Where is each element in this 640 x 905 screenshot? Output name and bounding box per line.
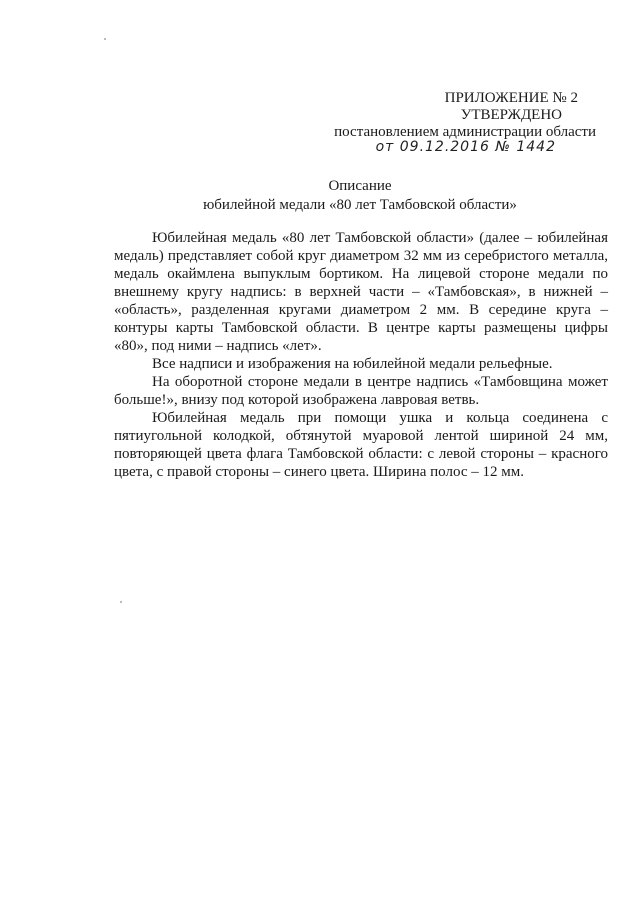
handwritten-date-number: от 09.12.2016 № 1442 [375,139,556,155]
paragraph: Юбилейная медаль «80 лет Тамбовской области» (далее – юбилейная медаль) представляет собой круг диаметром 32 мм из серебристого металла, медаль окаймлена выпуклым бортиком. На лицевой стороне медали по внешнему кругу надпись: в верхней части – «Тамбовская», в нижней – «область», разделенная кругами диаметром 2 мм. В середине круга – контуры карты Тамбовской области. В центре карты размещены цифры «80», под ними – надпись «лет». [114,230,608,354]
scan-speck [120,601,122,603]
appendix-label: ПРИЛОЖЕНИЕ № 2 [444,90,578,106]
approval-block [316,90,596,154]
paragraph: Юбилейная медаль при помощи ушка и кольца соединена с пятиугольной колодкой, обтянутой муаровой лентой шириной 24 мм, повторяющей цвета флага Тамбовской области: с левой стороны – красного цвета, с правой стороны – синего цвета. Ширина полос – 12 мм. [114,410,608,480]
scan-speck [104,38,106,40]
approved-label: УТВЕРЖДЕНО [460,107,562,123]
document-title [0,177,640,215]
title-line-2: юбилейной медали «80 лет Тамбовской области» [203,197,517,213]
paragraph: Все надписи и изображения на юбилейной медали рельефные. [152,356,553,372]
decree-label: постановлением администрации области [334,124,596,140]
title-line-1: Описание [328,178,392,194]
paragraph: На оборотной стороне медали в центре надпись «Тамбовщина может больше!», внизу под которой изображена лавровая ветвь. [114,374,608,408]
document-body [114,229,608,481]
